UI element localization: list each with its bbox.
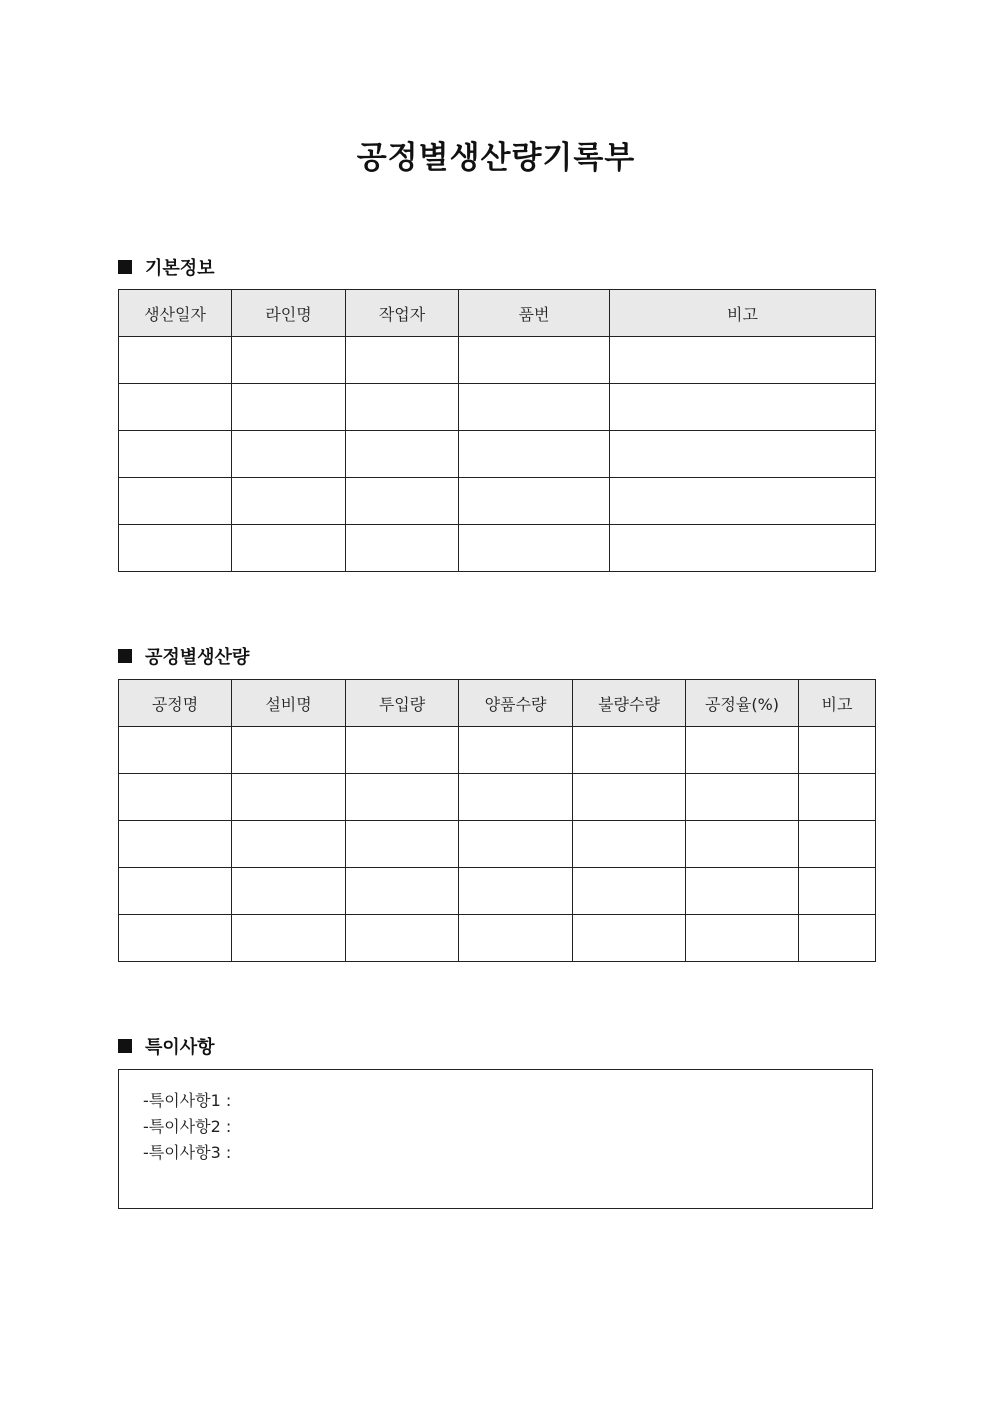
table-cell[interactable]	[232, 727, 346, 774]
table-row	[119, 821, 876, 868]
table-cell[interactable]	[610, 525, 876, 572]
square-bullet-icon	[118, 1039, 132, 1053]
table-cell[interactable]	[346, 774, 459, 821]
table-cell[interactable]	[686, 821, 799, 868]
table-cell[interactable]	[686, 915, 799, 962]
column-header: 양품수량	[459, 680, 573, 727]
column-header: 라인명	[232, 290, 346, 337]
table-cell[interactable]	[232, 337, 346, 384]
table-row	[119, 774, 876, 821]
section-heading-label: 특이사항	[145, 1037, 215, 1058]
table-cell[interactable]	[610, 478, 876, 525]
section-heading-basic-info	[118, 254, 215, 280]
table-cell[interactable]	[610, 337, 876, 384]
table-cell[interactable]	[573, 868, 686, 915]
column-header: 비고	[610, 290, 876, 337]
table-cell[interactable]	[459, 727, 573, 774]
table-cell[interactable]	[686, 727, 799, 774]
table-cell[interactable]	[232, 431, 346, 478]
table-header-row	[119, 680, 876, 727]
table-cell[interactable]	[232, 774, 346, 821]
table-cell[interactable]	[799, 727, 876, 774]
column-header: 공정명	[119, 680, 232, 727]
note-line-2: -특이사항2 :	[143, 1117, 232, 1136]
column-header: 작업자	[346, 290, 459, 337]
note-line-1: -특이사항1 :	[143, 1091, 232, 1110]
table-cell[interactable]	[459, 821, 573, 868]
table-cell[interactable]	[459, 774, 573, 821]
table-cell[interactable]	[346, 431, 459, 478]
table-cell[interactable]	[573, 727, 686, 774]
column-header: 불량수량	[573, 680, 686, 727]
table-cell[interactable]	[119, 821, 232, 868]
table-cell[interactable]	[346, 868, 459, 915]
column-header: 비고	[799, 680, 876, 727]
production-table	[118, 679, 876, 962]
table-cell[interactable]	[686, 868, 799, 915]
table-header-row	[119, 290, 876, 337]
table-cell[interactable]	[119, 525, 232, 572]
table-cell[interactable]	[610, 384, 876, 431]
table-cell[interactable]	[573, 821, 686, 868]
table-cell[interactable]	[119, 915, 232, 962]
page-title: 공정별생산량기록부	[356, 140, 636, 176]
table-cell[interactable]	[119, 431, 232, 478]
table-cell[interactable]	[119, 384, 232, 431]
table-cell[interactable]	[346, 915, 459, 962]
table-cell[interactable]	[346, 384, 459, 431]
table-cell[interactable]	[686, 774, 799, 821]
notes-box[interactable]	[118, 1069, 873, 1209]
table-cell[interactable]	[346, 525, 459, 572]
column-header: 투입량	[346, 680, 459, 727]
table-cell[interactable]	[119, 478, 232, 525]
table-row	[119, 384, 876, 431]
basic-info-table	[118, 289, 876, 572]
table-cell[interactable]	[459, 384, 610, 431]
table-cell[interactable]	[119, 774, 232, 821]
table-cell[interactable]	[232, 478, 346, 525]
table-cell[interactable]	[346, 337, 459, 384]
column-header: 품번	[459, 290, 610, 337]
table-cell[interactable]	[573, 774, 686, 821]
table-cell[interactable]	[799, 915, 876, 962]
table-row	[119, 868, 876, 915]
table-cell[interactable]	[346, 727, 459, 774]
table-cell[interactable]	[610, 431, 876, 478]
table-row	[119, 525, 876, 572]
table-cell[interactable]	[459, 525, 610, 572]
section-heading-label: 공정별생산량	[145, 647, 250, 668]
table-cell[interactable]	[799, 821, 876, 868]
table-row	[119, 478, 876, 525]
table-cell[interactable]	[119, 337, 232, 384]
square-bullet-icon	[118, 649, 132, 663]
table-cell[interactable]	[459, 915, 573, 962]
column-header: 생산일자	[119, 290, 232, 337]
table-cell[interactable]	[459, 478, 610, 525]
table-cell[interactable]	[232, 384, 346, 431]
table-cell[interactable]	[232, 525, 346, 572]
table-cell[interactable]	[459, 431, 610, 478]
table-cell[interactable]	[799, 868, 876, 915]
table-cell[interactable]	[346, 821, 459, 868]
table-cell[interactable]	[232, 915, 346, 962]
table-row	[119, 337, 876, 384]
note-line-3: -특이사항3 :	[143, 1143, 232, 1162]
section-heading-production	[118, 643, 249, 669]
table-cell[interactable]	[459, 868, 573, 915]
table-cell[interactable]	[573, 915, 686, 962]
table-cell[interactable]	[232, 868, 346, 915]
section-heading-label: 기본정보	[145, 258, 215, 279]
table-row	[119, 727, 876, 774]
table-cell[interactable]	[119, 868, 232, 915]
column-header: 공정율(%)	[686, 680, 799, 727]
table-cell[interactable]	[232, 821, 346, 868]
table-cell[interactable]	[799, 774, 876, 821]
table-row	[119, 431, 876, 478]
table-row	[119, 915, 876, 962]
square-bullet-icon	[118, 260, 132, 274]
table-cell[interactable]	[119, 727, 232, 774]
table-cell[interactable]	[459, 337, 610, 384]
section-heading-notes	[118, 1033, 215, 1059]
column-header: 설비명	[232, 680, 346, 727]
table-cell[interactable]	[346, 478, 459, 525]
